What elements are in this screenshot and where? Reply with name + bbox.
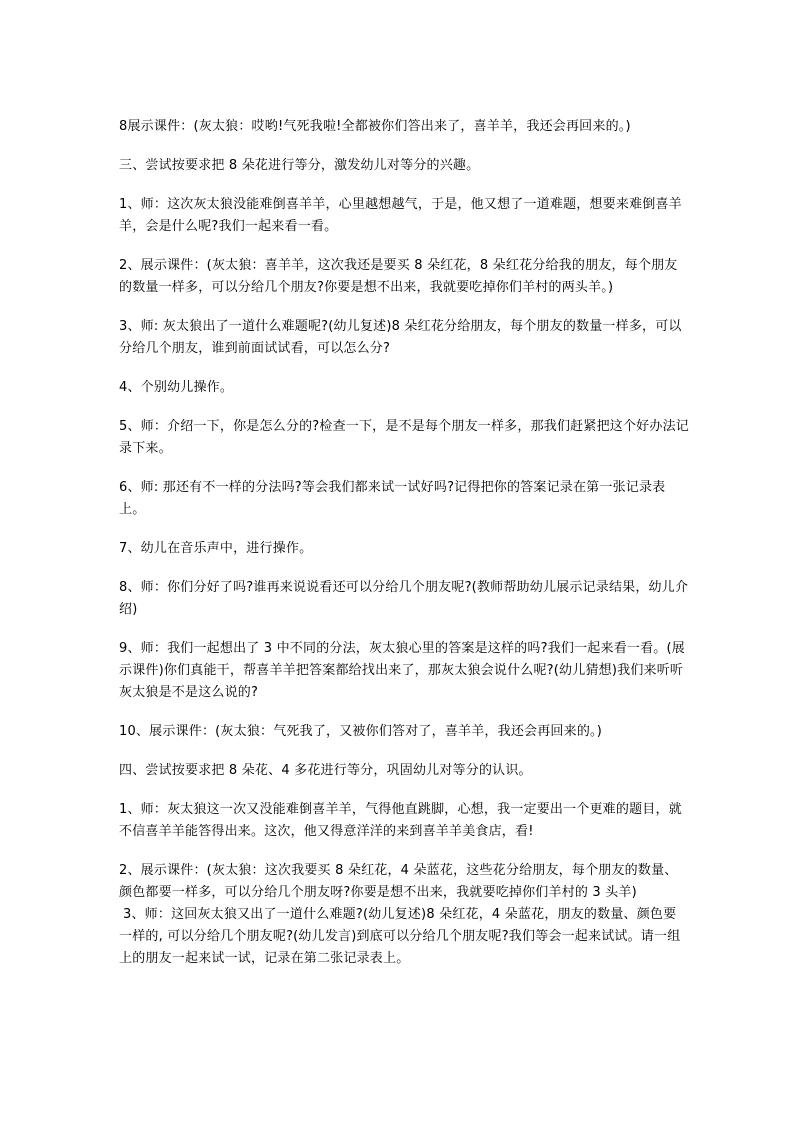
paragraph-section4-step-3: 3、师：这回灰太狼又出了一道什么难题?(幼儿复述)8 朵红花，4 朵蓝花，朋友的数量、颜色要一样的, 可以分给几个朋友呢?(幼儿发言)到底可以分给几个朋友呢?我们等会一起来试试。请一组上的朋友一起来试一试，记录在第二张记录表上。 — [119, 907, 681, 966]
document-page — [119, 116, 689, 987]
paragraph-step-9: 9、师：我们一起想出了 3 中不同的分法，灰太狼心里的答案是这样的吗?我们一起来看一看。(展示课件)你们真能干，帮喜羊羊把答案都给找出来了，那灰太狼会说什么呢?(幼儿猜想)我们来听听灰太狼是不是这么说的? — [119, 641, 685, 700]
paragraph-step-8: 8、师：你们分好了吗?谁再来说说看还可以分给几个朋友呢?(教师帮助幼儿展示记录结果，幼儿介绍) — [119, 580, 689, 617]
paragraph-step-6: 6、师: 那还有不一样的分法吗?等会我们都来试一试好吗?记得把你的答案记录在第一张记录表上。 — [119, 480, 666, 517]
paragraph-section4-step-1: 1、师：灰太狼这一次又没能难倒喜羊羊，气得他直跳脚，心想，我一定要出一个更难的题目，就不信喜羊羊能答得出来。这次，他又得意洋洋的来到喜羊羊美食店，看! — [119, 802, 682, 839]
paragraph-step-7: 7、幼儿在音乐声中，进行操作。 — [119, 541, 313, 556]
section-heading-three: 三、尝试按要求把 8 朵花进行等分，激发幼儿对等分的兴趣。 — [119, 158, 480, 173]
section-heading-four: 四、尝试按要求把 8 朵花、4 多花进行等分，巩固幼儿对等分的认识。 — [119, 763, 532, 778]
paragraph-step-5: 5、师：介绍一下，你是怎么分的?检查一下，是不是每个朋友一样多，那我们赶紧把这个好办法记录下来。 — [119, 419, 689, 456]
paragraph-step-10: 10、展示课件：(灰太狼：气死我了，又被你们答对了，喜羊羊，我还会再回来的。) — [119, 724, 602, 739]
paragraph-step-4: 4、个别幼儿操作。 — [119, 380, 234, 395]
paragraph-step-3: 3、师: 灰太狼出了一道什么难题呢?(幼儿复述)8 朵红花分给朋友，每个朋友的数量一样多，可以分给几个朋友，谁到前面试试看，可以怎么分? — [119, 319, 682, 356]
paragraph-courseware-intro: 8展示课件：(灰太狼：哎哟!气死我啦!全都被你们答出来了，喜羊羊，我还会再回来的。) — [119, 119, 631, 134]
paragraph-step-1: 1、师：这次灰太狼没能难倒喜羊羊，心里越想越气，于是，他又想了一道难题，想要来难倒喜羊羊，会是什么呢?我们一起来看一看。 — [119, 197, 682, 234]
paragraph-step-2: 2、展示课件：(灰太狼：喜羊羊，这次我还是要买 8 朵红花，8 朵红花分给我的朋友，每个朋友的数量一样多，可以分给几个朋友?你要是想不出来，我就要吃掉你们羊村的两头羊。) — [119, 258, 678, 295]
paragraph-section4-step-2: 2、展示课件：(灰太狼：这次我要买 8 朵红花，4 朵蓝花，这些花分给朋友，每个朋友的数量、颜色都要一样多，可以分给几个朋友呀?你要是想不出来，我就要吃掉你们羊村的 3 头羊) — [119, 863, 678, 900]
